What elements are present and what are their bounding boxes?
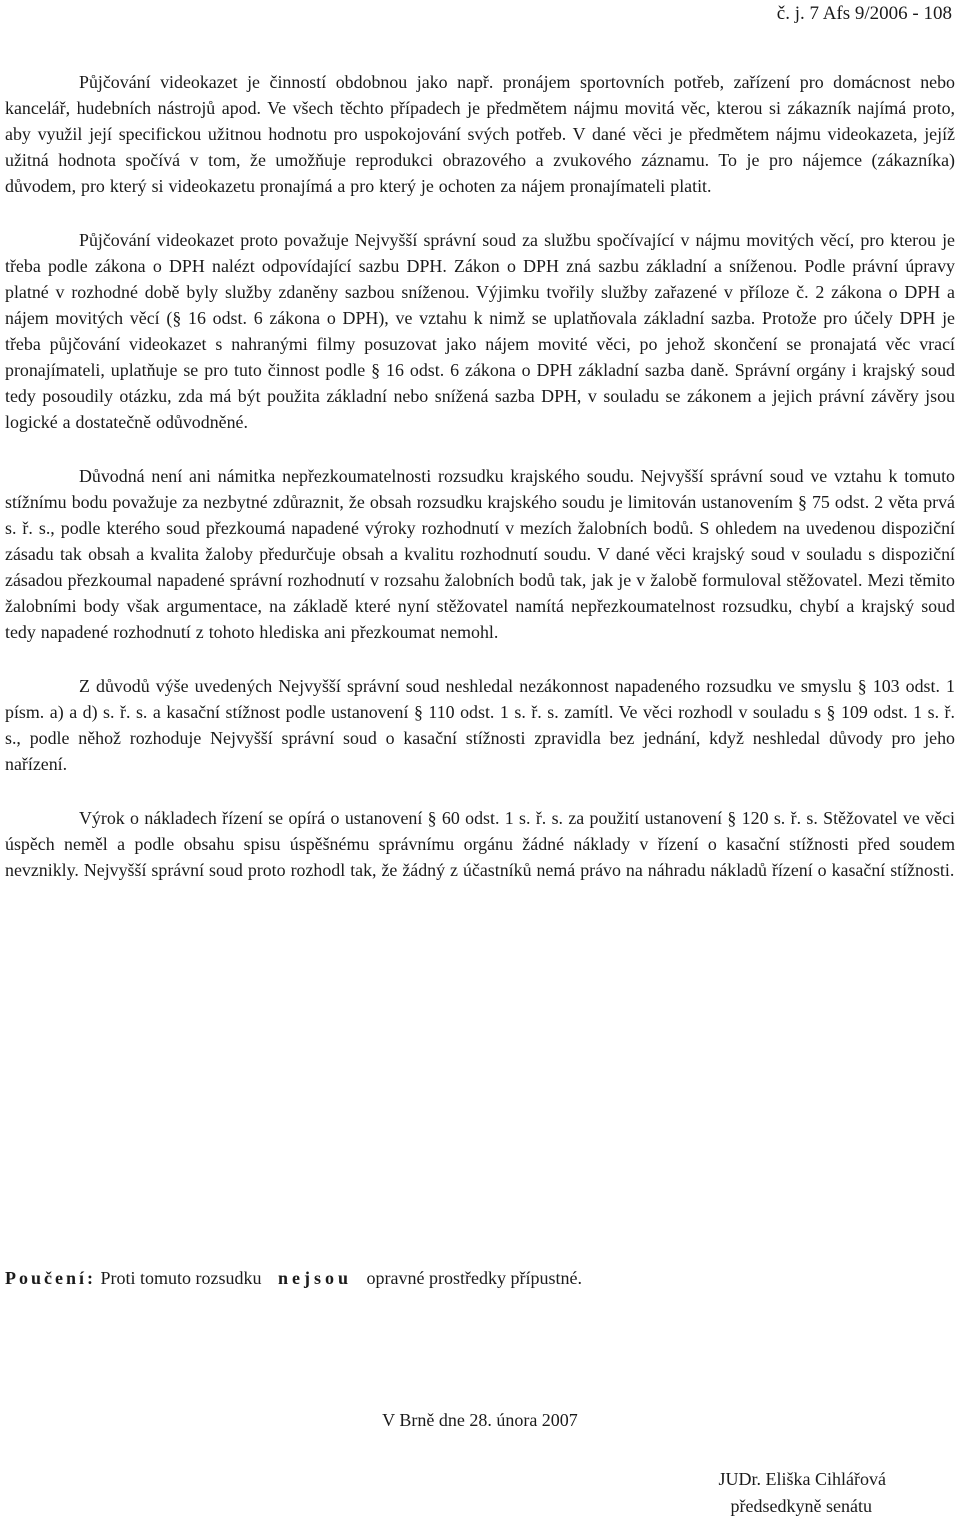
paragraph-costs: Výrok o nákladech řízení se opírá o ustanovení § 60 odst. 1 s. ř. s. za použití ustanovení § 120 s. ř. s. Stěžovatel ve věci úspěch neměl a podle obsahu spisu úspěšnému správnímu orgánu žádné náklady v řízení o kasační stížnosti před soudem nevznikly. Nejvyšší správní soud proto rozhodl tak, že žádný z účastníků nemá právo na náhradu nákladů řízení o kasační stížnosti. (5, 808, 955, 880)
case-reference: č. j. 7 Afs 9/2006 - 108 (776, 3, 952, 24)
judgment-body (5, 69, 955, 911)
instruction-text-before: Proti tomuto rozsudku (100, 1268, 262, 1288)
instruction-text-after: opravné prostředky přípustné. (366, 1268, 582, 1288)
paragraph-dismissal: Z důvodů výše uvedených Nejvyšší správní soud neshledal nezákonnost napadeného rozsudku ve smyslu § 103 odst. 1 písm. a) a d) s. ř. s. a kasační stížnost podle ustanovení § 110 odst. 1 s. ř. s. zamítl. Ve věci rozhodl v souladu s § 109 odst. 1 s. ř. s., podle něhož rozhoduje Nejvyšší správní soud o kasační stížnosti zpravidla bez jednání, když neshledal důvody pro jeho nařízení. (5, 676, 955, 774)
signature-block (719, 1466, 886, 1520)
paragraph-vat-rate: Půjčování videokazet proto považuje Nejvyšší správní soud za službu spočívající v nájmu movitých věcí, pro kterou je třeba podle zákona o DPH nalézt odpovídající sazbu DPH. Zákon o DPH zná sazbu základní a sníženou. Podle právní úpravy platné v rozhodné době byly služby zdaněny sazbou sníženou. Výjimku tvořily služby zařazené v příloze č. 2 zákona o DPH a nájem movitých věcí (§ 16 odst. 6 zákona o DPH), ve vztahu k nimž se uplatňovala základní sazba. Protože pro účely DPH je třeba půjčování videokazet s nahranými filmy posuzovat jako nájem movité věci, po jehož skončení se pronajatá věc vrací pronajímateli, uplatňuje se pro tuto činnost podle § 16 odst. 6 zákona o DPH základní sazba daně. Správní orgány i krajský soud tedy posoudily otázku, zda má být použita základní nebo snížená sazba DPH, v souladu se zákonem a jejich právní závěry jsou logické a dostatečně odůvodněné. (5, 230, 955, 432)
instruction-label: Poučení: (5, 1268, 96, 1288)
instruction-emphasis: nejsou (278, 1268, 353, 1288)
paragraph-videocassette-rental: Půjčování videokazet je činností obdobnou jako např. pronájem sportovních potřeb, zařízení pro domácnost nebo kancelář, hudebních nástrojů apod. Ve všech těchto případech je předmětem nájmu movitá věc, kterou si zákazník najímá proto, aby využil její specifickou užitnou hodnotu pro uspokojování svých potřeb. V dané věci je předmětem nájmu videokazeta, jejíž užitná hodnota spočívá v tom, že umožňuje reprodukci obrazového a zvukového záznamu. To je pro nájemce (zákazníka) důvodem, pro který si videokazetu pronajímá a pro který je ochoten za nájem pronajímateli platit. (5, 72, 955, 196)
legal-instruction (5, 1265, 582, 1291)
place-and-date: V Brně dne 28. února 2007 (382, 1410, 578, 1430)
signatory-title: předsedkyně senátu (730, 1496, 872, 1516)
paragraph-reviewability: Důvodná není ani námitka nepřezkoumatelnosti rozsudku krajského soudu. Nejvyšší správní soud ve vztahu k tomuto stížnímu bodu považuje za nezbytné zdůraznit, že obsah rozsudku krajského soudu je limitován ustanovením § 75 odst. 2 věta prvá s. ř. s., podle kterého soud přezkoumá napadené výroky rozhodnutí v mezích žalobních bodů. S ohledem na uvedenou dispoziční zásadu tak obsah a kvalita žaloby předurčuje obsah a kvalitu rozhodnutí soudu. V dané věci krajský soud v souladu s dispoziční zásadou přezkoumal napadené správní rozhodnutí v rozsahu žalobních bodů tak, jak je v žalobě formuloval stěžovatel. Mezi těmito žalobními body však argumentace, na základě které nyní stěžovatel namítá nepřezkoumatelnost rozsudku, chybí a krajský soud tedy napadené rozhodnutí z tohoto hlediska ani přezkoumat nemohl. (5, 466, 955, 642)
signatory-name: JUDr. Eliška Cihlářová (718, 1469, 886, 1489)
